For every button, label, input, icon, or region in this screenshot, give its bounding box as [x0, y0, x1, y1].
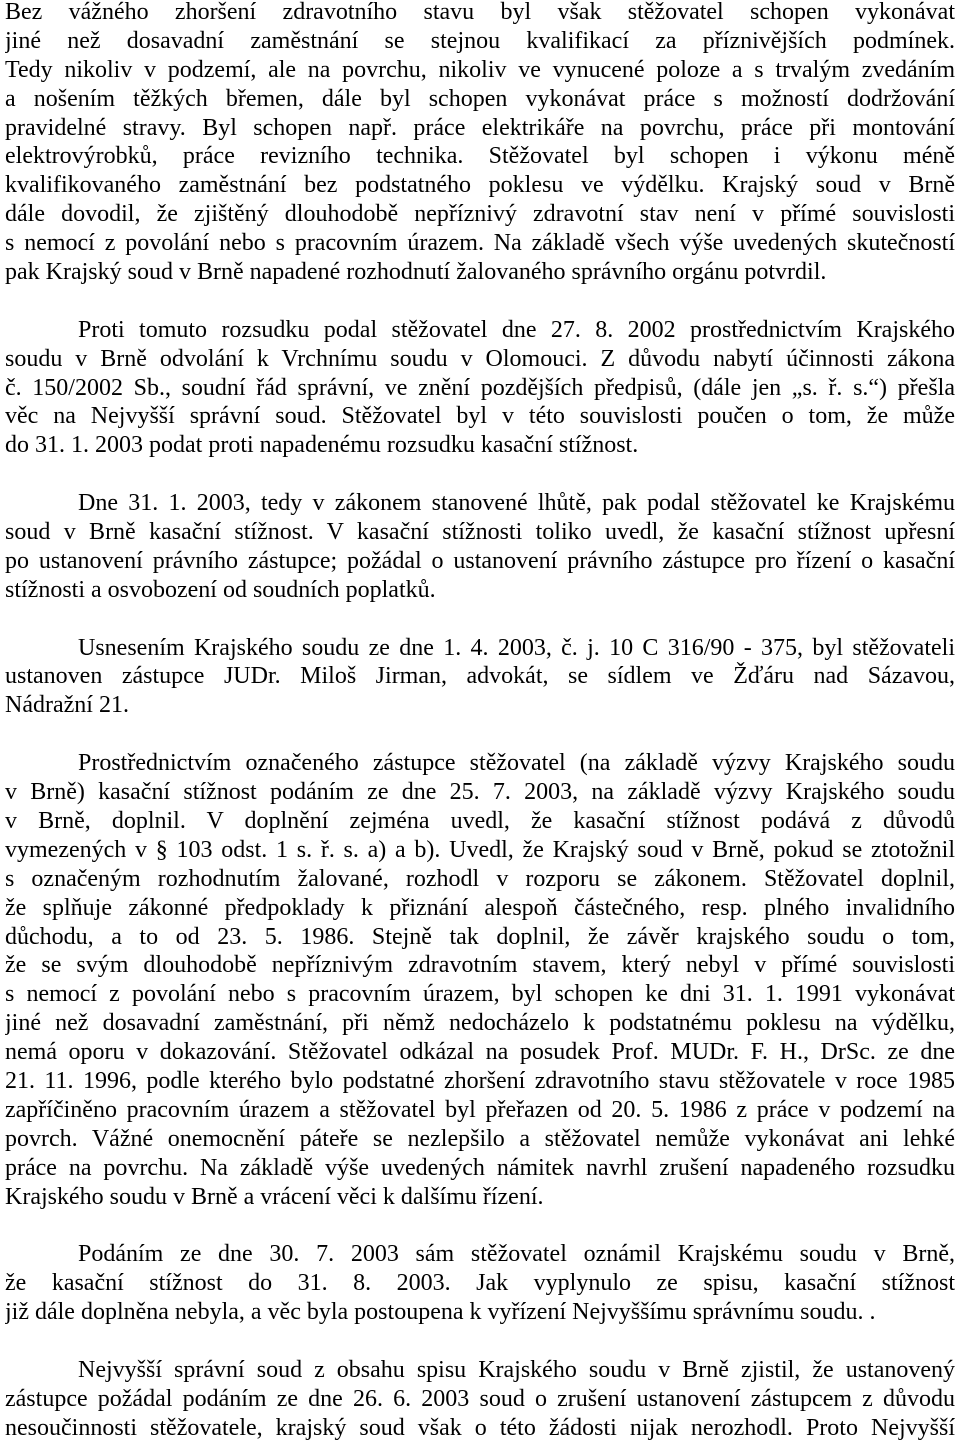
text-line: Dne 31. 1. 2003, tedy v zákonem stanovené lhůtě, pak podal stěžovatel ke Krajskému: [78, 490, 955, 517]
text-line: stížnosti a osvobození od soudních poplatků.: [5, 576, 436, 603]
text-line: jiné než dosavadní zaměstnání, při němž nedocházelo k podstatnému poklesu na výdělku,: [5, 1010, 955, 1037]
text-line: Proti tomuto rozsudku podal stěžovatel dne 27. 8. 2002 prostřednictvím Krajského: [78, 316, 955, 343]
paragraph: [5, 1356, 955, 1443]
text-line: pak Krajský soud v Brně napadené rozhodnutí žalovaného správního orgánu potvrdil.: [5, 259, 827, 286]
text-line: Tedy nikoliv v podzemí, ale na povrchu, nikoliv ve vynucené poloze a s trvalým zvedáním: [5, 56, 955, 83]
text-line: Krajského soudu v Brně a vrácení věci k dalšímu řízení.: [5, 1183, 544, 1210]
text-line: a nošením těžkých břemen, dále byl schopen vykonávat práce s možností dodržování: [5, 85, 955, 112]
text-line: již dále doplněna nebyla, a věc byla postoupena k vyřízení Nejvyššímu správnímu soudu. .: [5, 1299, 876, 1326]
paragraph: [5, 316, 955, 460]
text-line: Usnesením Krajského soudu ze dne 1. 4. 2003, č. j. 10 C 316/90 - 375, byl stěžovateli: [78, 634, 955, 661]
text-line: nemá oporu v dokazování. Stěžovatel odkázal na posudek Prof. MUDr. F. H., DrSc. ze dne: [5, 1039, 955, 1066]
text-line: Prostřednictvím označeného zástupce stěžovatel (na základě výzvy Krajského soudu: [78, 750, 955, 777]
text-line: ustanoven zástupce JUDr. Miloš Jirman, advokát, se sídlem ve Žďáru nad Sázavou,: [5, 663, 955, 690]
text-line: že se svým dlouhodobě nepříznivým zdravotním stavem, který nebyl v přímé souvislosti: [5, 952, 955, 979]
text-line: Bez vážného zhoršení zdravotního stavu byl však stěžovatel schopen vykonávat: [5, 0, 955, 25]
text-line: Podáním ze dne 30. 7. 2003 sám stěžovatel oznámil Krajskému soudu v Brně,: [78, 1241, 955, 1268]
text-line: s označeným rozhodnutím žalované, rozhodl v rozporu se zákonem. Stěžovatel doplnil,: [5, 865, 955, 892]
text-line: č. 150/2002 Sb., soudní řád správní, ve znění pozdějších předpisů, (dále jen „s. ř. s.“) přešla: [5, 374, 955, 401]
text-line: povrch. Vážné onemocnění páteře se nezlepšilo a stěžovatel nemůže vykonávat ani lehké: [5, 1125, 955, 1152]
text-line: jiné než dosavadní zaměstnání se stejnou kvalifikací za příznivějších podmínek.: [5, 27, 955, 54]
text-line: vymezených v § 103 odst. 1 s. ř. s. a) a b). Uvedl, že Krajský soud v Brně, pokud se ztotožnil: [5, 836, 955, 863]
paragraph: [5, 749, 955, 1211]
text-line: Nejvyšší správní soud z obsahu spisu Krajského soudu v Brně zjistil, že ustanovený: [78, 1356, 955, 1383]
paragraph: [5, 634, 955, 721]
paragraph: [5, 1240, 955, 1327]
text-line: práce na povrchu. Na základě výše uvedených námitek navrhl zrušení napadeného rozsudku: [5, 1154, 955, 1181]
paragraph: [5, 0, 955, 287]
text-line: s nemocí z povolání nebo s pracovním úrazem. Na základě všech výše uvedených skutečností: [5, 230, 955, 257]
text-line: pravidelné stravy. Byl schopen např. práce elektrikáře na povrchu, práce při montování: [5, 114, 955, 141]
text-line: v Brně) kasační stížnost podáním ze dne 25. 7. 2003, na základě výzvy Krajského soudu: [5, 779, 955, 806]
text-line: elektrovýrobků, práce revizního technika. Stěžovatel byl schopen i výkonu méně: [5, 143, 955, 170]
text-line: že kasační stížnost do 31. 8. 2003. Jak vyplynulo ze spisu, kasační stížnost: [5, 1270, 955, 1297]
paragraph: [5, 489, 955, 605]
text-line: Nádražní 21.: [5, 692, 129, 719]
text-line: zástupce požádal podáním ze dne 26. 6. 2003 soud o zrušení ustanovení zástupcem z důvodu: [5, 1385, 955, 1412]
text-line: po ustanovení právního zástupce; požádal o ustanovení právního zástupce pro řízení o kasační: [5, 547, 955, 574]
text-line: nesoučinnosti stěžovatele, krajský soud však o této žádosti nijak nerozhodl. Proto Nejvyšší: [5, 1414, 955, 1441]
text-line: zapříčiněno pracovním úrazem a stěžovatel byl přeřazen od 20. 5. 1986 z práce v podzemí na: [5, 1096, 955, 1123]
text-line: s nemocí z povolání nebo s pracovním úrazem, byl schopen ke dni 31. 1. 1991 vykonávat: [5, 981, 955, 1008]
text-line: do 31. 1. 2003 podat proti napadenému rozsudku kasační stížnost.: [5, 432, 639, 459]
text-line: soud v Brně kasační stížnost. V kasační stížnosti toliko uvedl, že kasační stížnost upřesní: [5, 519, 955, 546]
text-line: důchodu, a to od 23. 5. 1986. Stejně tak doplnil, že závěr krajského soudu o tom,: [5, 923, 955, 950]
text-line: dále dovodil, že zjištěný dlouhodobě nepříznivý zdravotní stav není v přímé souvislosti: [5, 201, 955, 228]
text-line: 21. 11. 1996, podle kterého bylo podstatné zhoršení zdravotního stavu stěžovatele v roce 1985: [5, 1067, 955, 1094]
text-line: že splňuje zákonné předpoklady k přiznání alespoň částečného, resp. plného invalidního: [5, 894, 955, 921]
document-body: [5, 0, 955, 1443]
text-line: v Brně, doplnil. V doplnění zejména uvedl, že kasační stížnost podává z důvodů: [5, 807, 955, 834]
text-line: kvalifikovaného zaměstnání bez podstatného poklesu ve výdělku. Krajský soud v Brně: [5, 172, 955, 199]
text-line: soudu v Brně odvolání k Vrchnímu soudu v Olomouci. Z důvodu nabytí účinnosti zákona: [5, 345, 955, 372]
text-line: věc na Nejvyšší správní soud. Stěžovatel byl v této souvislosti poučen o tom, že může: [5, 403, 955, 430]
